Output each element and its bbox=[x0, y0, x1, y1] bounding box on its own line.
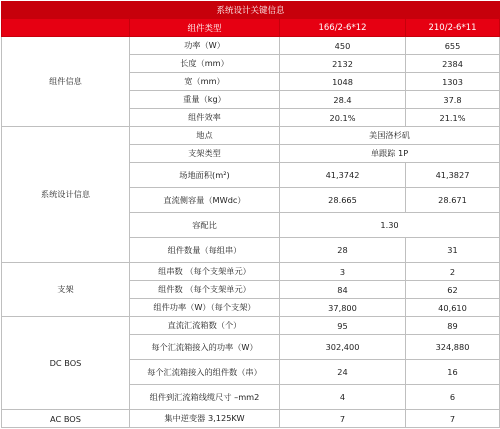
table-row bbox=[2, 127, 500, 145]
cell-value: 1048 bbox=[280, 73, 406, 91]
row-label: 组串数 （每个支架单元） bbox=[130, 263, 280, 281]
cell-value: 1303 bbox=[406, 73, 500, 91]
cell-value: 41,3742 bbox=[280, 163, 406, 188]
cell-value: 20.1% bbox=[280, 109, 406, 127]
cell-value: 302,400 bbox=[280, 335, 406, 360]
header-row bbox=[2, 19, 500, 37]
cell-value: 655 bbox=[406, 37, 500, 55]
cell-value: 2384 bbox=[406, 55, 500, 73]
cell-value: 24 bbox=[280, 360, 406, 385]
row-label: 容配比 bbox=[130, 213, 280, 238]
row-label: 直流汇流箱数（个） bbox=[130, 317, 280, 335]
table-row bbox=[2, 410, 500, 428]
group-label-ac-bos: AC BOS bbox=[2, 410, 130, 428]
table-title: 系统设计关键信息 bbox=[2, 2, 500, 19]
cell-value: 6 bbox=[406, 385, 500, 410]
row-label: 重量（kg） bbox=[130, 91, 280, 109]
design-info-table bbox=[1, 1, 500, 428]
row-label: 功率（W） bbox=[130, 37, 280, 55]
group-label-module-info: 组件信息 bbox=[2, 37, 130, 127]
cell-value: 89 bbox=[406, 317, 500, 335]
row-label: 每个汇流箱接入的组件数（串） bbox=[130, 360, 280, 385]
cell-value: 95 bbox=[280, 317, 406, 335]
group-label-rack: 支架 bbox=[2, 263, 130, 317]
cell-value: 84 bbox=[280, 281, 406, 299]
header-module-type: 组件类型 bbox=[130, 19, 280, 37]
row-label: 组件数量（每组串） bbox=[130, 238, 280, 263]
header-config-166: 166/2-6*12 bbox=[280, 19, 406, 37]
title-row bbox=[2, 2, 500, 19]
cell-value: 28 bbox=[280, 238, 406, 263]
cell-value: 37.8 bbox=[406, 91, 500, 109]
cell-value: 450 bbox=[280, 37, 406, 55]
group-label-system-design: 系统设计信息 bbox=[2, 127, 130, 263]
header-config-210: 210/2-6*11 bbox=[406, 19, 500, 37]
row-label: 集中逆变器 3,125KW bbox=[130, 410, 280, 428]
row-label: 每个汇流箱接入的功率（W） bbox=[130, 335, 280, 360]
row-label: 支架类型 bbox=[130, 145, 280, 163]
cell-value: 16 bbox=[406, 360, 500, 385]
row-label: 直流侧容量（MWdc） bbox=[130, 188, 280, 213]
merged-value: 单跟踪 1P bbox=[280, 145, 500, 163]
cell-value: 2 bbox=[406, 263, 500, 281]
table-row bbox=[2, 263, 500, 281]
row-label: 宽（mm） bbox=[130, 73, 280, 91]
cell-value: 28.4 bbox=[280, 91, 406, 109]
row-label: 组件到汇流箱线缆尺寸 –mm2 bbox=[130, 385, 280, 410]
cell-value: 3 bbox=[280, 263, 406, 281]
table-row bbox=[2, 37, 500, 55]
merged-value: 美国洛杉矶 bbox=[280, 127, 500, 145]
row-label: 长度（mm） bbox=[130, 55, 280, 73]
cell-value: 28.665 bbox=[280, 188, 406, 213]
row-label: 地点 bbox=[130, 127, 280, 145]
cell-value: 324,880 bbox=[406, 335, 500, 360]
row-label: 组件功率（W）（每个支架） bbox=[130, 299, 280, 317]
group-label-dc-bos: DC BOS bbox=[2, 317, 130, 410]
cell-value: 4 bbox=[280, 385, 406, 410]
cell-value: 7 bbox=[406, 410, 500, 428]
cell-value: 2132 bbox=[280, 55, 406, 73]
cell-value: 40,610 bbox=[406, 299, 500, 317]
row-label: 组件效率 bbox=[130, 109, 280, 127]
header-blank bbox=[2, 19, 130, 37]
cell-value: 21.1% bbox=[406, 109, 500, 127]
cell-value: 7 bbox=[280, 410, 406, 428]
cell-value: 28.671 bbox=[406, 188, 500, 213]
table-row bbox=[2, 317, 500, 335]
row-label: 组件数 （每个支架单元） bbox=[130, 281, 280, 299]
merged-value: 1.30 bbox=[280, 213, 500, 238]
cell-value: 62 bbox=[406, 281, 500, 299]
row-label: 场地面积(m²) bbox=[130, 163, 280, 188]
cell-value: 41,3827 bbox=[406, 163, 500, 188]
cell-value: 37,800 bbox=[280, 299, 406, 317]
cell-value: 31 bbox=[406, 238, 500, 263]
